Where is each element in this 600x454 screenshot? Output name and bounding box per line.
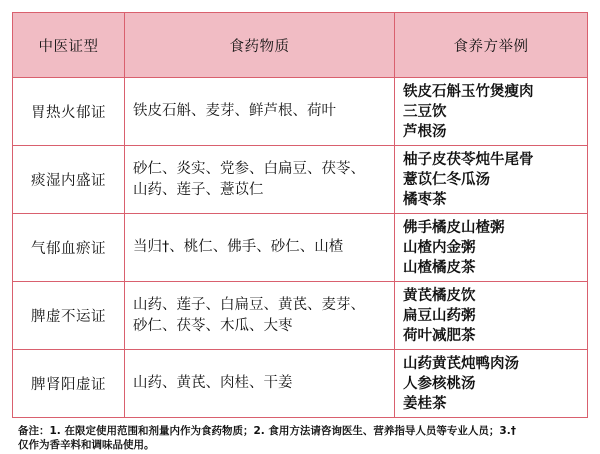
header-recipe-examples: 食养方举例 (395, 13, 588, 78)
recipe-item: 柚子皮茯苓炖牛尾骨 (403, 151, 534, 168)
foods-line: 山药、莲子、白扁豆、黄芪、麦芽、 (133, 296, 365, 313)
recipe-item: 黄芪橘皮饮 (403, 287, 476, 304)
recipe-item: 佛手橘皮山楂粥 (403, 219, 505, 236)
foods-line: 山药、黄芪、肉桂、干姜 (133, 375, 293, 391)
foods-cell (125, 78, 395, 146)
recipe-item: 橘枣茶 (403, 191, 447, 208)
foods-cell (125, 214, 395, 282)
syndrome-cell: 胃热火郁证 (13, 78, 125, 146)
table-row (13, 282, 588, 350)
recipes-cell (395, 78, 588, 146)
foods-cell (125, 282, 395, 350)
syndrome-cell: 气郁血瘀证 (13, 214, 125, 282)
syndrome-cell: 痰湿内盛证 (13, 146, 125, 214)
table-row (13, 214, 588, 282)
recipe-item: 薏苡仁冬瓜汤 (403, 171, 490, 188)
foods-line: 山药、莲子、薏苡仁 (133, 181, 264, 198)
table-row (13, 78, 588, 146)
recipe-item: 山药黄芪炖鸭肉汤 (403, 355, 519, 372)
footnote (18, 424, 593, 452)
syndrome-cell: 脾虚不运证 (13, 282, 125, 350)
foods-cell (125, 146, 395, 214)
table-row (13, 350, 588, 418)
table-header-row (13, 13, 588, 78)
recipe-item: 姜桂茶 (403, 395, 447, 412)
recipe-item: 铁皮石斛玉竹煲瘦肉 (403, 83, 534, 100)
recipe-item: 山楂内金粥 (403, 239, 476, 256)
recipes-cell (395, 146, 588, 214)
foods-line: 当归†、桃仁、佛手、砂仁、山楂 (133, 239, 344, 255)
foods-line: 砂仁、炎实、党参、白扁豆、茯苓、 (133, 160, 365, 177)
foods-line: 砂仁、茯苓、木瓜、大枣 (133, 317, 293, 334)
recipes-cell (395, 282, 588, 350)
foods-line: 铁皮石斛、麦芽、鲜芦根、荷叶 (133, 103, 336, 119)
tcm-diet-table (12, 12, 588, 418)
recipe-item: 山楂橘皮茶 (403, 259, 476, 276)
recipe-item: 扁豆山药粥 (403, 307, 476, 324)
table-row (13, 146, 588, 214)
foods-cell (125, 350, 395, 418)
footnote-line: 仅作为香辛料和调味品使用。 (18, 439, 155, 451)
recipe-item: 荷叶减肥茶 (403, 327, 476, 344)
recipe-item: 人参核桃汤 (403, 375, 476, 392)
footnote-line: 备注：1. 在限定使用范围和剂量内作为食药物质；2. 食用方法请咨询医生、营养指导人员等专业人员；3.† (18, 425, 516, 437)
recipe-item: 芦根汤 (403, 123, 447, 140)
recipes-cell (395, 214, 588, 282)
syndrome-cell: 脾肾阳虚证 (13, 350, 125, 418)
recipe-item: 三豆饮 (403, 103, 447, 120)
header-food-substances: 食药物质 (125, 13, 395, 78)
header-syndrome: 中医证型 (13, 13, 125, 78)
recipes-cell (395, 350, 588, 418)
